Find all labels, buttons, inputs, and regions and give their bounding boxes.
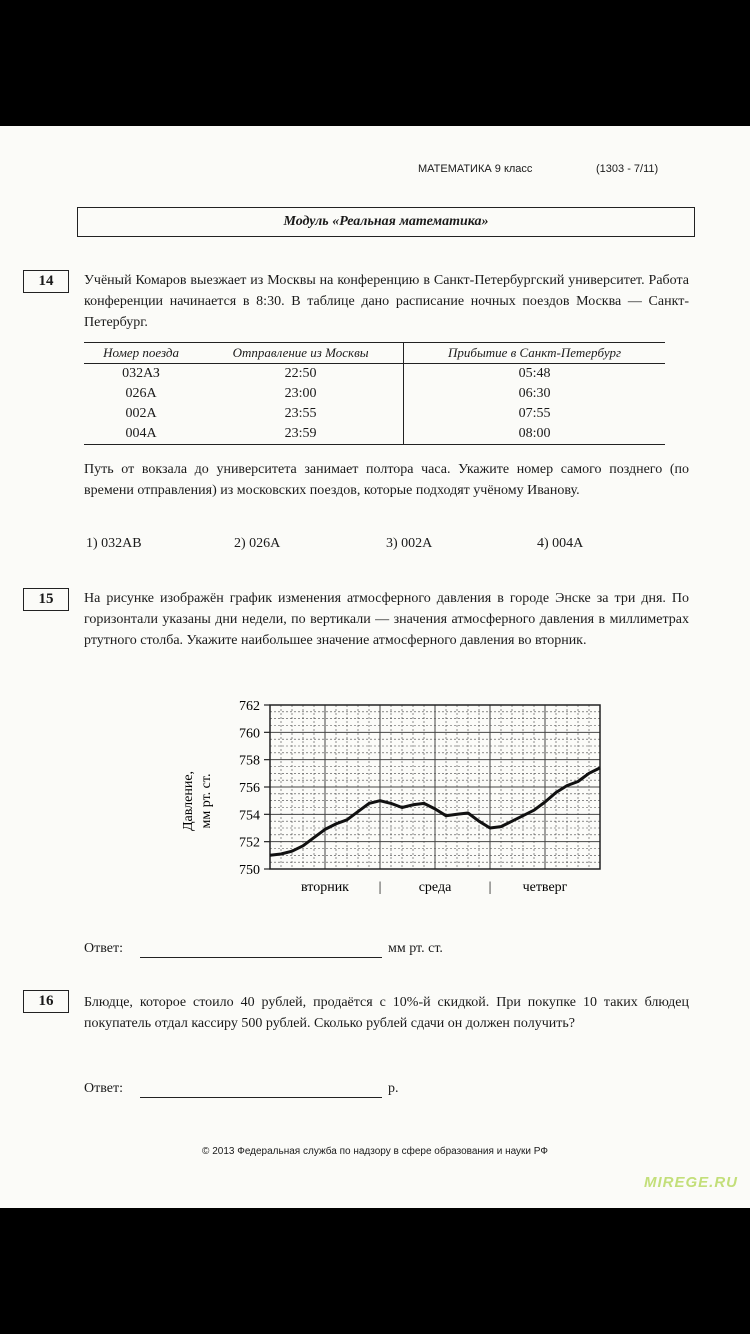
x-day-labels	[301, 880, 568, 895]
table-cell: 23:59	[198, 424, 403, 445]
table-header: Номер поезда	[84, 343, 198, 364]
header-subject: МАТЕМАТИКА 9 класс	[418, 163, 533, 175]
y-tick-labels	[239, 699, 270, 878]
y-tick-label: 756	[239, 781, 260, 796]
q16-answer-unit: р.	[388, 1081, 399, 1096]
q15-answer-field[interactable]	[140, 941, 382, 958]
q16-answer-field[interactable]	[140, 1081, 382, 1098]
q14-number: 14	[23, 270, 69, 293]
y-tick-label: 750	[239, 863, 260, 878]
y-axis-label-line1: Давление,	[181, 770, 196, 832]
pressure-chart	[170, 691, 610, 911]
q15-number: 15	[23, 588, 69, 611]
table-cell: 05:48	[404, 364, 665, 385]
x-day-label: среда	[418, 880, 452, 895]
q14-option-2[interactable]: 2) 026А	[234, 536, 281, 551]
y-tick-label: 762	[239, 699, 260, 714]
header-code: (1303 - 7/11)	[596, 163, 659, 175]
x-day-label: четверг	[522, 880, 568, 895]
table-cell: 07:55	[404, 404, 665, 424]
table-cell: 23:55	[284, 406, 317, 421]
train-schedule-table	[84, 342, 665, 445]
q14-option-3[interactable]: 3) 002А	[386, 536, 433, 551]
y-tick-label: 754	[239, 808, 260, 824]
table-header-row	[84, 343, 665, 364]
y-tick-label: 760	[239, 726, 260, 742]
table-header: Прибытие в Санкт-Петербург	[404, 343, 665, 364]
q14-text: Учёный Комаров выезжает из Москвы на конференцию в Санкт-Петербургский университет. Работа конференции начинается в 8:30. В таблице дано расписание ночных поездов Москва — Санкт-Петербург.	[84, 273, 689, 330]
q15-text: На рисунке изображён график изменения атмосферного давления в городе Энске за три дня. По горизонтали указаны дни недели, по вертикали — значения атмосферного давления в миллиметрах ртутного столба. Укажите наибольшее значение атмосферного давления во вторник.	[84, 591, 689, 648]
table-row	[84, 424, 665, 445]
q14-text2: Путь от вокзала до университета занимает полтора часа. Укажите номер самого позднего (по времени отправления) из московских поездов, которые подходят учёному Иванову.	[84, 462, 689, 498]
table-row	[84, 384, 665, 404]
table-row	[84, 404, 665, 424]
exam-page	[0, 126, 750, 1208]
table-cell: 002А	[125, 406, 157, 421]
footer-copyright: © 2013 Федеральная служба по надзору в сфере образования и науки РФ	[202, 1146, 548, 1157]
table-row	[84, 364, 665, 385]
y-tick-label: 752	[239, 835, 260, 851]
q14-option-4[interactable]: 4) 004А	[537, 536, 584, 551]
table-cell: 032АЗ	[122, 366, 160, 381]
x-day-separator: |	[378, 880, 382, 895]
table-cell: 004А	[84, 424, 198, 445]
y-tick-label: 758	[239, 753, 260, 769]
table-header: Отправление из Москвы	[198, 343, 403, 364]
table-cell: 08:00	[404, 424, 665, 445]
q16-answer-label: Ответ:	[84, 1081, 123, 1096]
watermark-logo: MIREGE.RU	[643, 1174, 738, 1191]
module-title: Модуль «Реальная математика»	[77, 207, 695, 237]
table-cell: 23:00	[284, 386, 317, 401]
q15-answer-unit: мм рт. ст.	[388, 941, 443, 956]
q14-option-1[interactable]: 1) 032АВ	[86, 536, 142, 551]
x-day-separator: |	[488, 880, 492, 895]
table-cell: 06:30	[404, 384, 665, 404]
x-day-label: вторник	[301, 880, 349, 895]
q16-number: 16	[23, 990, 69, 1013]
chart-grid	[270, 705, 600, 869]
q15-answer-label: Ответ:	[84, 941, 123, 956]
y-axis-label-line2: мм рт. ст.	[199, 773, 214, 829]
table-cell: 22:50	[284, 366, 317, 381]
table-cell: 026А	[125, 386, 157, 401]
q16-text: Блюдце, которое стоило 40 рублей, продаётся с 10%-й скидкой. При покупке 10 таких блюдец покупатель отдал кассиру 500 рублей. Сколько рублей сдачи он должен получить?	[84, 995, 689, 1031]
